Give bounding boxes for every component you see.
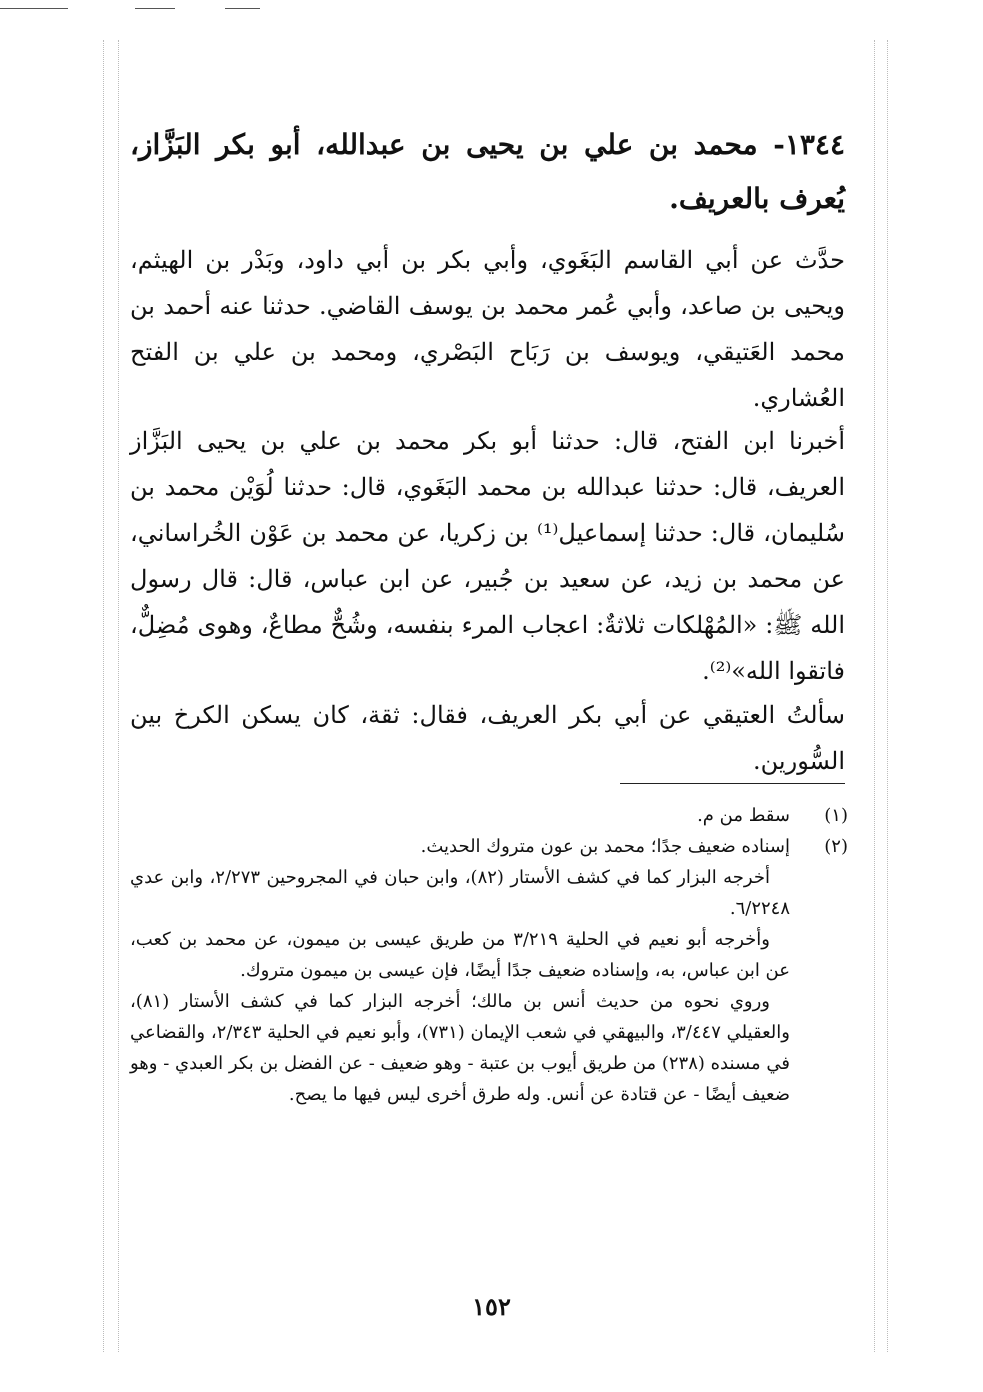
footnote-separator bbox=[620, 783, 845, 784]
footnote-number: (٢) bbox=[824, 836, 848, 857]
scan-edge-dots bbox=[874, 40, 875, 1352]
footnote bbox=[130, 800, 848, 831]
footnote-number: (١) bbox=[824, 805, 848, 826]
page-number: ١٥٢ bbox=[472, 1292, 511, 1321]
footnote-continuation: وروي نحوه من حديث أنس بن مالك؛ أخرجه البزار كما في كشف الأستار (٨١)، والعقيلي ٣/٤٤٧، والبيهقي في شعب الإيمان (٧٣١)، وأبو نعيم في الحلية ٢/٣٤٣، والقضاعي في مسنده (٢٣٨) من طريق أيوب بن عتبة - وهو ضعيف - عن الفضل بن بكر العبدي - وهو ضعيف أيضًا - عن قتادة عن أنس. وله طرق أخرى ليس فيها ما يصح. bbox=[130, 991, 790, 1105]
scan-edge-line bbox=[225, 8, 260, 9]
body-paragraph: سألتُ العتيقي عن أبي بكر العريف، فقال: ثقة، كان يسكن الكرخ بين السُّورين. bbox=[130, 701, 845, 775]
body-paragraph: حدَّث عن أبي القاسم البَغَوي، وأبي بكر بن أبي داود، وبَدْر بن الهيثم، ويحيى بن صاعد، وأبي عُمر محمد بن يوسف القاضي. حدثنا عنه أحمد بن محمد العَتيقي، ويوسف بن رَبَاح البَصْري، ومحمد بن علي بن الفتح العُشاري. bbox=[130, 246, 845, 412]
footnote bbox=[130, 831, 848, 862]
footnote-text: سقط من م. bbox=[697, 805, 790, 826]
footnote-continuation: وأخرجه أبو نعيم في الحلية ٣/٢١٩ من طريق عيسى بن ميمون، عن محمد بن كعب، عن ابن عباس، به، وإسناده ضعيف جدًا أيضًا، فإن عيسى بن ميمون متروك. bbox=[130, 929, 790, 981]
footnote-continuation: أخرجه البزار كما في كشف الأستار (٨٢)، وابن حبان في المجروحين ٢/٢٧٣، وابن عدي ٦/٢٢٤٨. bbox=[130, 867, 790, 919]
scan-edge-dots bbox=[103, 40, 104, 1352]
footnote-text: إسناده ضعيف جدًا؛ محمد بن عون متروك الحديث. bbox=[420, 836, 790, 857]
footnotes bbox=[130, 800, 848, 1110]
scan-edge-line bbox=[0, 8, 68, 9]
scan-edge-dots bbox=[887, 40, 888, 1352]
scan-edge-dots bbox=[118, 40, 119, 1352]
scan-edge-line bbox=[135, 8, 175, 9]
entry-heading: ١٣٤٤- محمد بن علي بن يحيى بن عبدالله، أبو بكر البَزَّاز، يُعرف بالعريف. bbox=[130, 128, 845, 215]
body-paragraph: أخبرنا ابن الفتح، قال: حدثنا أبو بكر محمد بن علي بن يحيى البَزَّاز العريف، قال: حدثنا عبدالله بن محمد البَغَوي، قال: حدثنا لُوَيْن محمد بن سُليمان، قال: حدثنا إسماعيل⁽¹⁾ بن زكريا، عن محمد بن عَوْن الخُراساني، عن محمد بن زيد، عن سعيد بن جُبير، عن ابن عباس، قال: قال رسول الله ﷺ: «المُهْلكات ثلاثةٌ: اعجاب المرء بنفسه، وشُحٌّ مطاعٌ، وهوى مُضِلٌّ، فاتقوا الله»⁽²⁾. bbox=[130, 427, 845, 685]
